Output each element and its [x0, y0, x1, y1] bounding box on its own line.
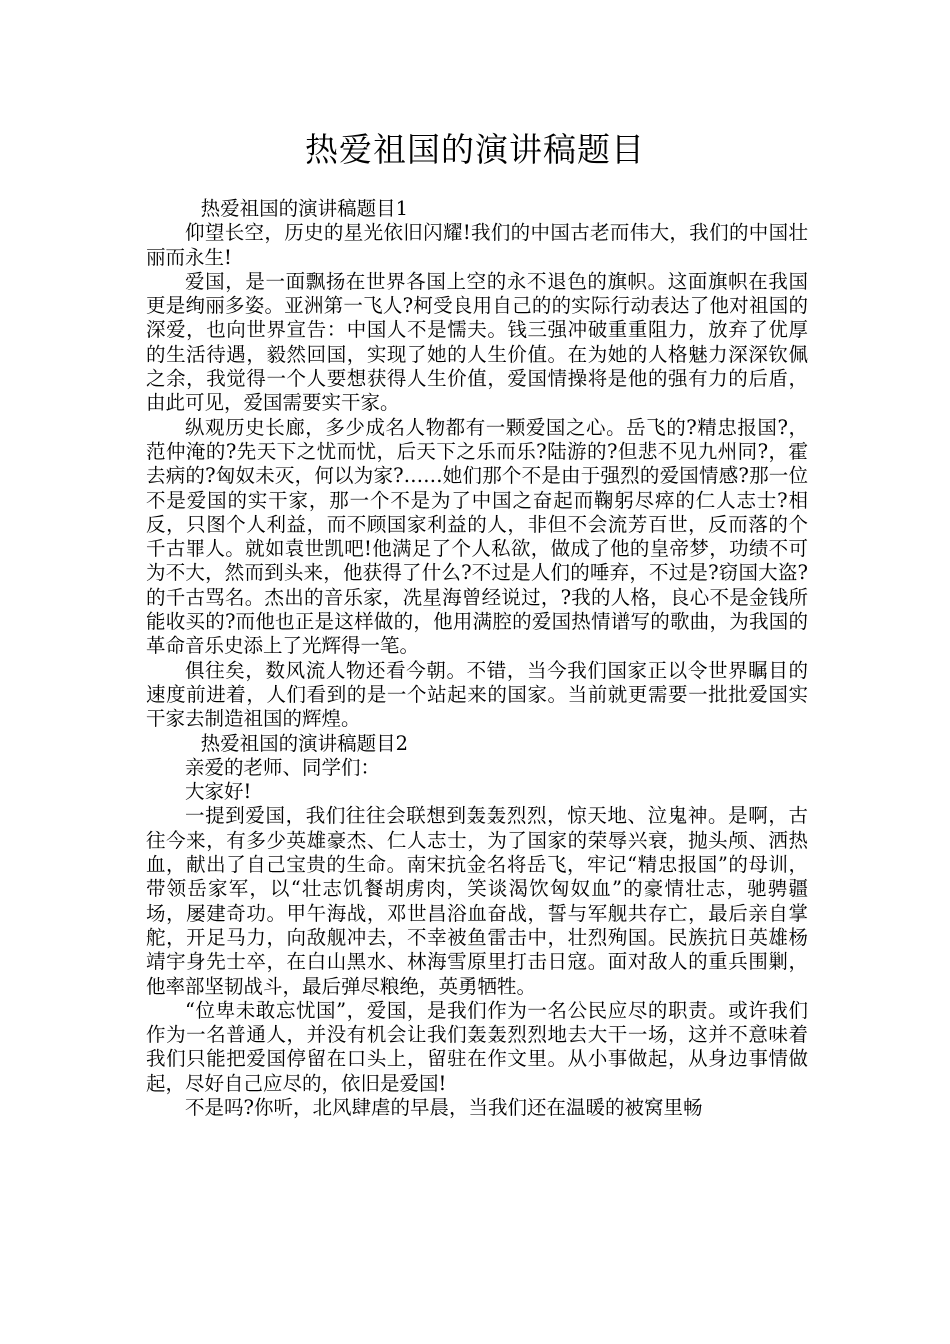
document-body	[146, 197, 808, 1120]
paragraph-3: 纵观历史长廊，多少成名人物都有一颗爱国之心。岳飞的?精忠报国?，范仲淹的?先天下之忧而忧，后天下之乐而乐?陆游的?但悲不见九州同?，霍去病的?匈奴未灭，何以为家?……她们那个不是由于强烈的爱国情感?那一位不是爱国的实干家，那一个不是为了中国之奋起而鞠躬尽瘁的仁人志士?相反，只图个人利益，而不顾国家利益的人，非但不会流芳百世，反而落的个千古罪人。就如袁世凯吧!他满足了个人私欲，做成了他的皇帝梦，功绩不可为不大，然而到头来，他获得了什么?不过是人们的唾弃，不过是?窃国大盗?的千古骂名。杰出的音乐家，冼星海曾经说过，?我的人格，良心不是金钱所能收买的?而他也正是这样做的，他用满腔的爱国热情谱写的歌曲，为我国的革命音乐史添上了光辉得一笔。	[146, 415, 808, 658]
paragraph-7: 不是吗?你听，北风肆虐的早晨，当我们还在温暖的被窝里畅	[185, 1095, 703, 1119]
paragraph-6: “位卑未敢忘忧国”，爱国，是我们作为一名公民应尽的职责。或许我们作为一名普通人，并没有机会让我们轰轰烈烈地去大干一场，这并不意味着我们只能把爱国停留在口头上，留驻在作文里。从小事做起，从身边事情做起，尽好自己应尽的，依旧是爱国!	[146, 998, 808, 1095]
section-heading-1: 热爱祖国的演讲稿题目1	[200, 197, 409, 220]
section-heading-2: 热爱祖国的演讲稿题目2	[200, 731, 409, 755]
paragraph-2: 爱国，是一面飘扬在世界各国上空的永不退色的旗帜。这面旗帜在我国更是绚丽多姿。亚洲第一飞人?柯受良用自己的的实际行动表达了他对祖国的深爱，也向世界宣告：中国人不是懦夫。钱三强冲破重重阻力，放弃了优厚的生活待遇，毅然回国，实现了她的人生价值。在为她的人格魅力深深钦佩之余，我觉得一个人要想获得人生价值，爱国情操将是他的强有力的后盾，由此可见，爱国需要实干家。	[146, 269, 808, 415]
paragraph-5: 一提到爱国，我们往往会联想到轰轰烈烈，惊天地、泣鬼神。是啊，古往今来，有多少英雄豪杰、仁人志士，为了国家的荣辱兴衰，抛头颅、洒热血，献出了自己宝贵的生命。南宋抗金名将岳飞，牢记“精忠报国”的母训，带领岳家军，以“壮志饥餐胡虏肉，笑谈渴饮匈奴血”的豪情壮志，驰骋疆场，屡建奇功。甲午海战，邓世昌浴血奋战，誓与军舰共存亡，最后亲自掌舵，开足马力，向敌舰冲去，不幸被鱼雷击中，壮烈殉国。民族抗日英雄杨靖宇身先士卒，在白山黑水、林海雪原里打击日寇。面对敌人的重兵围剿，他率部坚韧战斗，最后弹尽粮绝，英勇牺牲。	[146, 804, 808, 998]
paragraph-1: 仰望长空，历史的星光依旧闪耀!我们的中国古老而伟大，我们的中国壮丽而永生!	[146, 221, 808, 269]
document-title: 热爱祖国的演讲稿题目	[305, 130, 645, 169]
salutation: 大家好!	[185, 780, 252, 804]
paragraph-4: 俱往矣，数风流人物还看今朝。不错，当今我们国家正以令世界瞩目的速度前进着，人们看到的是一个站起来的国家。当前就更需要一批批爱国实干家去制造祖国的辉煌。	[146, 658, 808, 731]
greeting: 亲爱的老师、同学们：	[185, 755, 381, 779]
